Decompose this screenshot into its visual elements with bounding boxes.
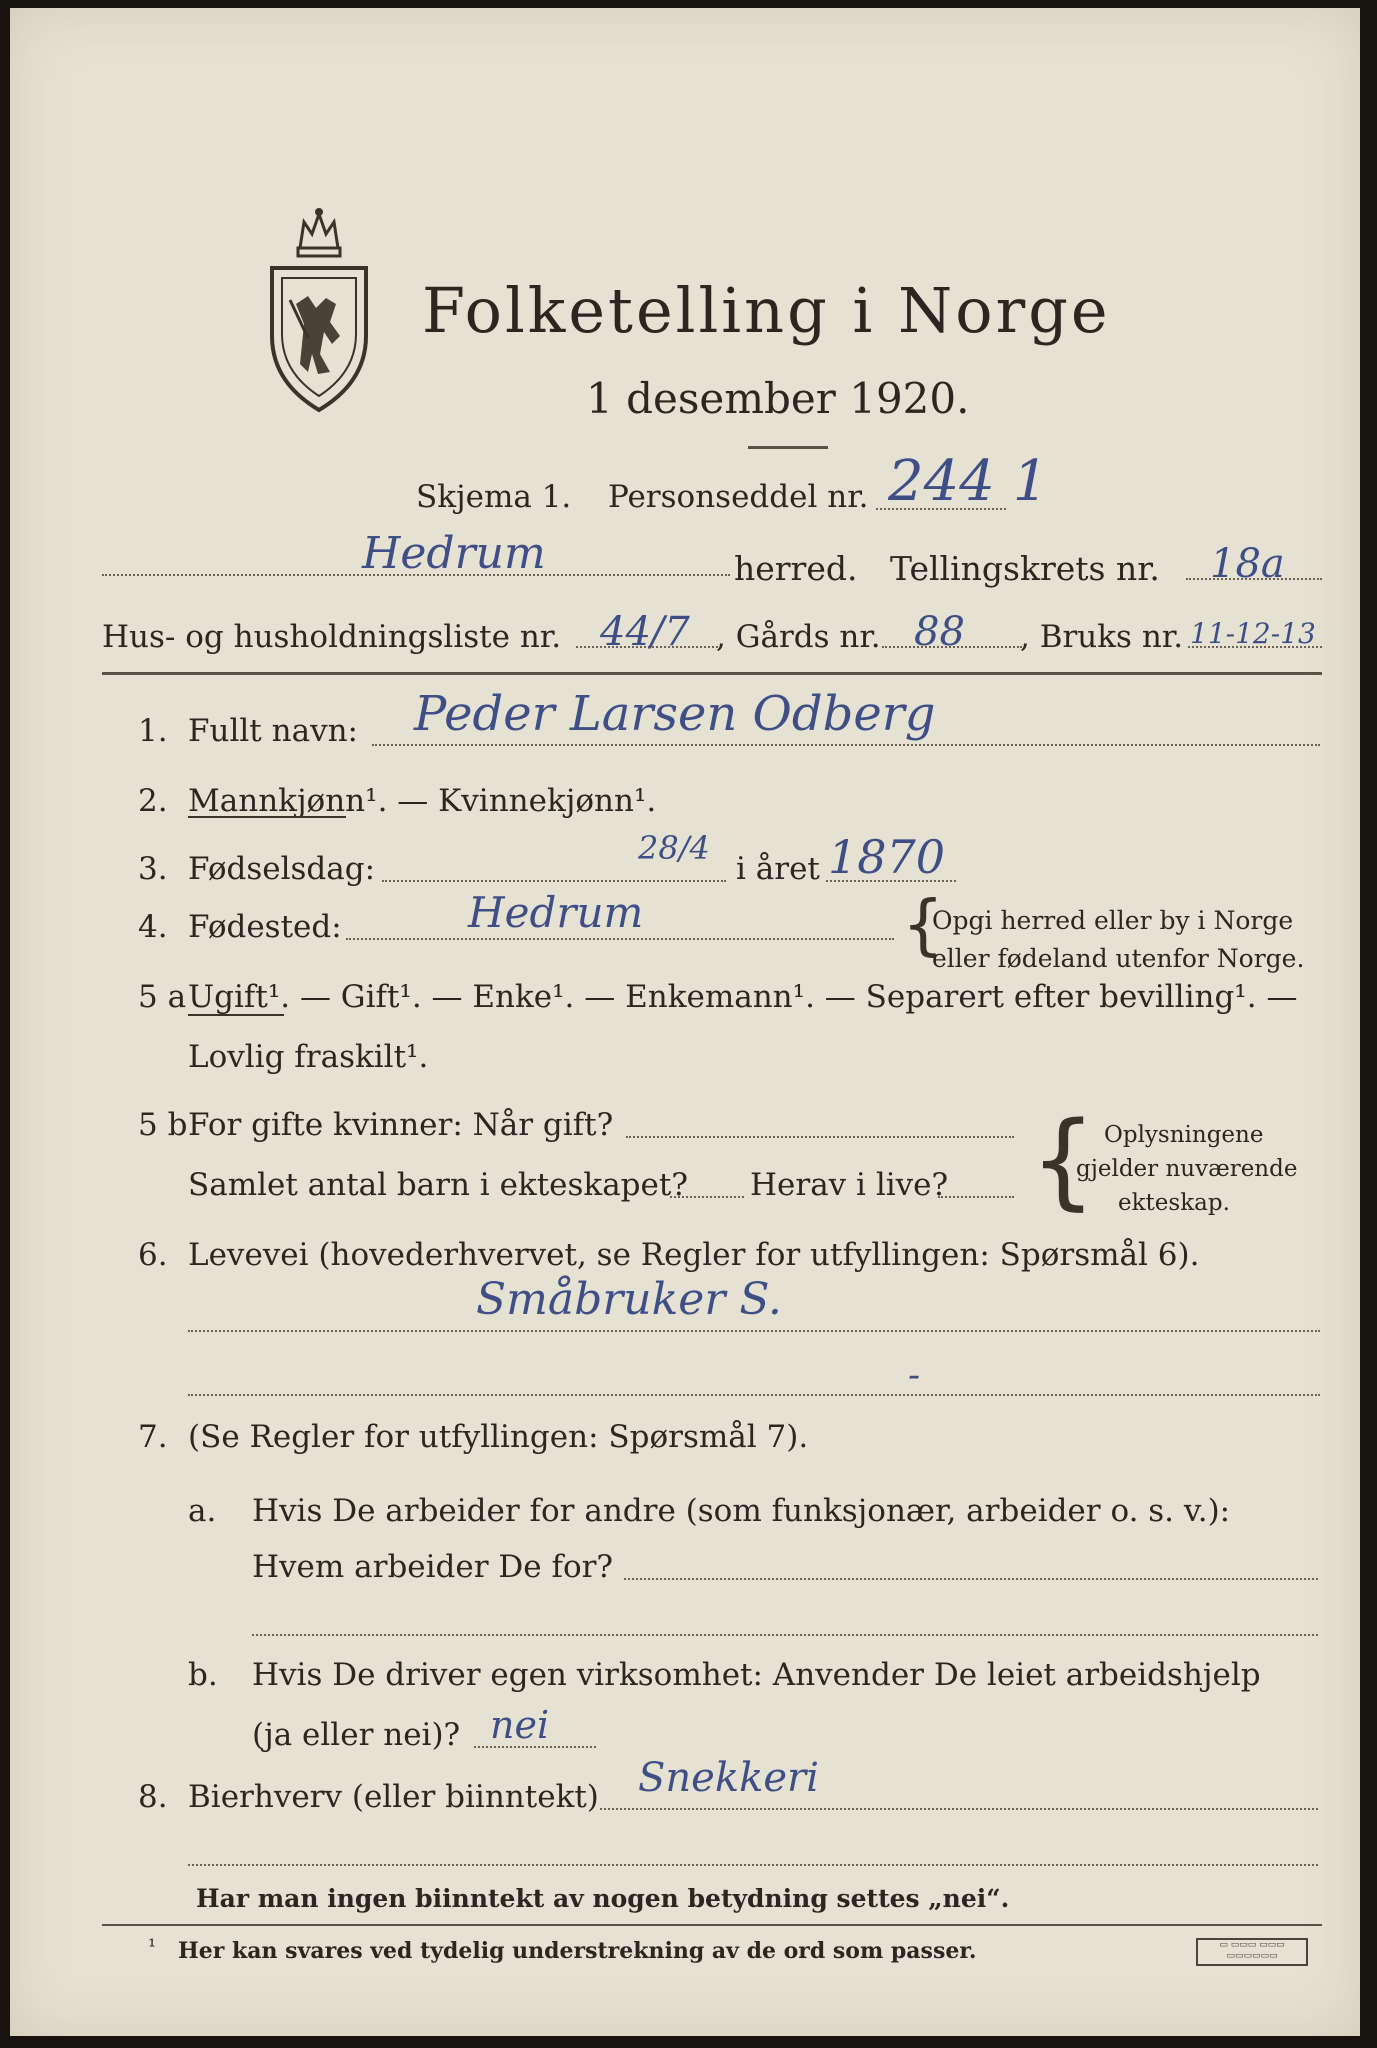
herred-label: herred. [734,549,858,588]
header-divider [102,672,1322,675]
q5b-number: 5 b [138,1107,188,1143]
q6-value: Småbruker S. [476,1274,782,1325]
q2-underline-mannkjonn [188,816,346,818]
q7a-line2: Hvem arbeider De for? [252,1549,614,1585]
q5b-brace: { [1030,1099,1097,1221]
q3-label: Fødselsdag: [188,851,376,887]
q5b-note-line2: gjelder nuværende [1076,1156,1298,1182]
q8-line2 [188,1864,1318,1866]
q4-brace: { [902,886,944,963]
q1-number: 1. [138,713,168,749]
q4-value: Hedrum [468,888,644,937]
q1-value: Peder Larsen Odberg [414,686,936,742]
gards-label: , Gårds nr. [716,619,881,655]
q4-line [346,938,894,940]
q5a-line2: Lovlig fraskilt¹. [188,1039,429,1075]
q7a-line1: Hvis De arbeider for andre (som funksjonær, arbeider o. s. v.): [252,1493,1231,1529]
q5b-line2b: Herav i live? [750,1167,949,1203]
q7-number: 7. [138,1419,168,1455]
census-form [10,8,1360,2036]
q3-year-label: i året [736,851,820,887]
q3-day-value: 28/4 [638,829,710,867]
title-divider [748,446,828,449]
coat-of-arms-icon [260,204,378,416]
q7a-line-1 [624,1578,1318,1580]
q8-line1 [600,1808,1318,1810]
q5b-line1: For gifte kvinner: Når gift? [188,1107,614,1143]
tellingskrets-label: Tellingskrets nr. [890,549,1160,588]
tellingskrets-value: 18a [1210,541,1285,587]
q3-number: 3. [138,851,168,887]
q6-line2 [188,1394,1320,1396]
herred-value: Hedrum [362,528,546,579]
q7-label: (Se Regler for utfyllingen: Spørsmål 7). [188,1419,809,1455]
q7b-line1: Hvis De driver egen virksomhet: Anvender De leiet arbeidshjelp [252,1657,1261,1693]
q8-label: Bierhverv (eller biinntekt) [188,1779,599,1815]
q1-label: Fullt navn: [188,713,358,749]
q5a-number: 5 a [138,979,187,1015]
q3-day-line [382,880,726,882]
q5a-underline-ugift [188,1014,284,1016]
form-title: Folketelling i Norge [422,274,1111,347]
footnote-text: Her kan svares ved tydelig understrekning av de ord som passer. [178,1938,977,1964]
q7b-number: b. [188,1657,218,1693]
q7b-value: nei [490,1703,550,1747]
personseddel-label: Personseddel nr. [608,479,869,515]
q5b-barn-line [670,1196,744,1198]
husholdningsliste-label: Hus- og husholdningsliste nr. [102,619,562,655]
q6-line1 [188,1330,1320,1332]
q4-number: 4. [138,909,168,945]
husholdningsliste-value: 44/7 [600,609,690,655]
q1-line [372,744,1320,746]
q6-label: Levevei (hovederhvervet, se Regler for utfyllingen: Spørsmål 6). [188,1237,1200,1273]
q2-label: Mannkjønn¹. — Kvinnekjønn¹. [188,783,657,819]
bruks-value: 11-12-13 [1190,617,1316,650]
q3-year-value: 1870 [828,830,946,884]
q5b-note-line3: ekteskap. [1118,1190,1230,1216]
bruks-label: , Bruks nr. [1020,619,1184,655]
biinntekt-note: Har man ingen biinntekt av nogen betydning settes „nei“. [196,1884,1010,1913]
q7a-line-2 [252,1634,1318,1636]
q5a-line1: Ugift¹. — Gift¹. — Enke¹. — Enkemann¹. — Separert efter bevilling¹. — [188,979,1298,1015]
q5b-note-line1: Oplysningene [1104,1122,1264,1148]
q7a-number: a. [188,1493,217,1529]
footnote-divider [102,1924,1322,1926]
gards-value: 88 [914,609,965,655]
printer-stamp: ▭ ▭▭▭ ▭▭▭ ▭▭▭▭▭▭ [1196,1938,1308,1966]
q5b-gift-line [626,1136,1014,1138]
q6-number: 6. [138,1237,168,1273]
skjema-label: Skjema 1. [416,479,572,515]
census-date: 1 desember 1920. [586,374,970,423]
q2-number: 2. [138,783,168,819]
q4-label: Fødested: [188,909,342,945]
q4-note-line2: eller fødeland utenfor Norge. [932,944,1305,973]
q8-number: 8. [138,1779,168,1815]
q5b-live-line [938,1196,1014,1198]
q6-value2: - [908,1355,921,1396]
q5b-line2a: Samlet antal barn i ekteskapet? [188,1167,688,1203]
footnote-mark: ¹ [148,1934,157,1958]
q8-value: Snekkeri [638,1755,819,1801]
q4-note-line1: Opgi herred eller by i Norge [932,906,1294,935]
q7b-line2: (ja eller nei)? [252,1717,461,1753]
personseddel-value: 244 1 [888,449,1049,514]
